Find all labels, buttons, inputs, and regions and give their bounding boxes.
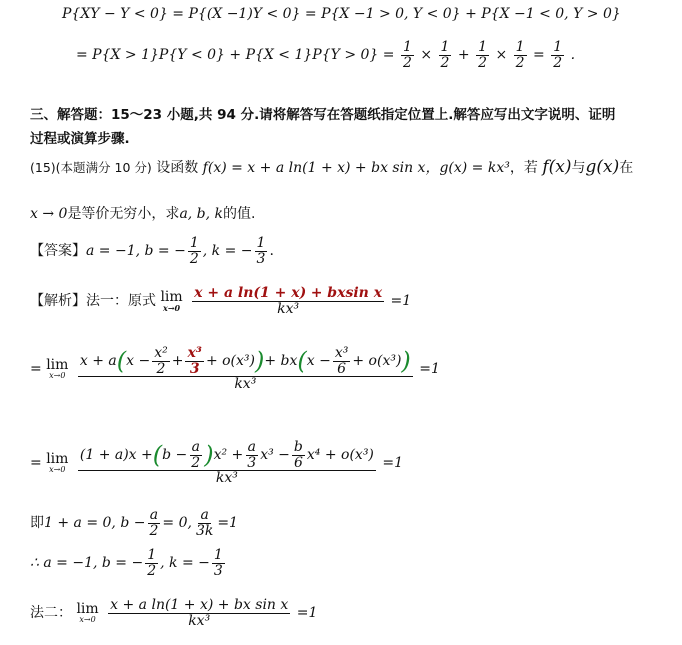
denominator: 6 — [293, 454, 303, 471]
problem-statement — [30, 157, 633, 177]
term: x² + — [213, 447, 244, 464]
denominator: kx³ — [234, 376, 257, 393]
numerator — [78, 346, 413, 377]
expansion-step-3 — [30, 440, 403, 486]
numerator: a — [247, 439, 256, 455]
lim-subscript: x→0 — [79, 615, 96, 625]
numerator — [78, 440, 376, 471]
limit-operator — [160, 290, 182, 312]
numerator-term: + bx — [310, 285, 346, 301]
conclusion-label: 即 — [30, 515, 44, 532]
denominator: 3 — [256, 250, 266, 267]
method-two-line — [30, 598, 317, 628]
limit-operator — [46, 452, 68, 474]
term: x − — [306, 353, 331, 370]
denominator: kx³ — [215, 470, 238, 487]
equation: = 0, — [162, 515, 192, 532]
equals-sign: = — [30, 455, 47, 472]
denominator: 2 — [156, 360, 166, 377]
conclusion-line-1 — [30, 508, 238, 538]
section-heading-cont: 过程或演算步骤. — [30, 131, 130, 147]
term: x − — [126, 353, 151, 370]
limit-condition: x → 0 — [30, 206, 68, 222]
fraction-x3-over-3 — [185, 346, 203, 376]
denominator: 3k — [195, 522, 214, 539]
fraction-b-over-6 — [292, 440, 305, 470]
numerator: b — [293, 439, 303, 455]
numerator: 1 — [147, 547, 157, 563]
problem-statement-cont — [30, 203, 255, 223]
fraction-one-half — [145, 548, 158, 578]
right-paren: ) — [204, 441, 214, 470]
analysis-line — [30, 286, 411, 316]
term: b − — [162, 447, 188, 464]
denominator: 3 — [189, 360, 200, 377]
term: (1 + a)x + — [79, 447, 153, 464]
lim-text: lim — [46, 357, 69, 374]
term: x³ − — [260, 447, 290, 464]
numerator: 1 — [256, 235, 266, 251]
fraction-one-half — [188, 236, 201, 266]
denominator: 2 — [478, 54, 487, 71]
numerator: 1 — [402, 39, 412, 55]
method-label: 法二： — [30, 605, 72, 622]
lim-text: lim — [76, 601, 99, 618]
lim-subscript: x→0 — [49, 465, 66, 475]
fraction-x2-over-2 — [152, 346, 170, 376]
numerator: 1 — [440, 39, 450, 55]
function-f-definition: f(x) = x + a ln(1 + x) + bx sin x — [202, 160, 426, 176]
numerator: a — [191, 439, 200, 455]
denominator: 2 — [191, 454, 201, 471]
therefore-equation: ∴ a = −1, b = − — [30, 555, 144, 572]
fraction-a-over-3k — [194, 508, 215, 538]
numerator: a — [149, 507, 159, 523]
fraction-half — [476, 40, 489, 70]
limit-fraction — [78, 346, 413, 392]
denominator: 2 — [553, 54, 563, 71]
equation-text: = P{X > 1}P{Y < 0} + P{X < 1}P{Y > 0} = — [76, 47, 395, 64]
section-heading: 三、解答题：15～23 小题,共 94 分.请将解答写在答题纸指定位置上.解答应写出文字说明、证明 — [30, 107, 616, 123]
limit-operator — [46, 358, 68, 380]
function-g-definition: ，g(x) = kx³ — [425, 160, 510, 176]
term: + o(x³) — [352, 353, 402, 370]
numerator-term: sin x — [345, 285, 383, 301]
term: + o(x³) — [205, 353, 255, 370]
fraction-a-over-3 — [245, 440, 258, 470]
numerator: 1 — [213, 547, 223, 563]
numerator: x + a ln(1 + x) + bx sin x — [110, 597, 289, 613]
equation-text: P{XY − Y < 0} = P{(X −1)Y < 0} = P{X −1 > 0, Y < 0} + P{X −1 < 0, Y > 0} — [62, 6, 621, 22]
problem-text: 在 — [619, 160, 634, 176]
right-paren: ) — [401, 347, 411, 376]
left-paren: ( — [152, 441, 163, 470]
plus-sign: + — [171, 353, 184, 370]
denominator: 3 — [213, 562, 223, 579]
answer-text: , k = − — [202, 243, 253, 260]
limit-fraction — [78, 440, 376, 486]
problem-text: ，若 — [509, 160, 538, 176]
term: x + a — [79, 353, 117, 370]
equation: , k = − — [160, 555, 210, 572]
fraction-one-third — [255, 236, 268, 266]
problem-text: 是等价无穷小，求 — [67, 206, 180, 222]
denominator: 6 — [337, 360, 347, 377]
left-paren: ( — [297, 347, 307, 376]
problem-label: (15)(本题满分 10 分) — [30, 160, 152, 175]
problem-text: 的值. — [223, 206, 256, 222]
numerator-term: (1 + x) — [253, 285, 307, 301]
period: . — [570, 47, 576, 64]
problem-text: 与 — [571, 160, 586, 176]
denominator: 3 — [247, 454, 257, 471]
expansion-step-2 — [30, 346, 440, 392]
equation: =1 — [217, 515, 238, 532]
denominator: 2 — [149, 522, 159, 539]
variables: a, b, k — [179, 206, 224, 222]
fraction-one-third — [212, 548, 225, 578]
equals-one: =1 — [296, 605, 318, 622]
times-sign: × — [495, 47, 508, 64]
answer-line — [30, 236, 274, 266]
fraction-a-over-2 — [189, 440, 202, 470]
equals-one: =1 — [390, 293, 412, 310]
analysis-label: 【解析】法一：原式 — [30, 293, 156, 310]
equals-sign: = — [30, 361, 47, 378]
equation-line-2 — [76, 40, 575, 70]
term: + bx — [264, 353, 298, 370]
numerator: a — [200, 507, 209, 523]
numerator-term: x + a ln — [194, 285, 254, 301]
answer-label: 【答案】 — [30, 243, 86, 260]
fraction-half — [439, 40, 452, 70]
g-of-x: g(x) — [585, 157, 620, 177]
times-sign: × — [420, 47, 433, 64]
limit-fraction — [192, 286, 384, 316]
conclusion-line-2 — [30, 548, 227, 578]
numerator: x³ — [334, 345, 349, 361]
numerator: 1 — [189, 235, 199, 251]
period: . — [269, 243, 274, 260]
denominator: 2 — [515, 54, 525, 71]
plus-sign: + — [457, 47, 470, 64]
denominator: 2 — [402, 54, 412, 71]
equation-line-1 — [62, 6, 621, 22]
answer-text: a = −1, b = − — [86, 243, 186, 260]
denominator: 2 — [147, 562, 157, 579]
problem-text: 设函数 — [156, 160, 199, 176]
fraction-half — [551, 40, 564, 70]
numerator — [192, 286, 384, 302]
numerator: 1 — [478, 39, 487, 55]
fraction-a-over-2 — [147, 508, 160, 538]
right-paren: ) — [254, 347, 265, 376]
denominator: kx³ — [188, 612, 211, 629]
equals-sign: = — [533, 47, 545, 64]
denominator: kx³ — [277, 300, 300, 317]
equals-one: =1 — [382, 455, 403, 472]
equals-one: =1 — [419, 361, 440, 378]
denominator: 2 — [189, 250, 199, 267]
lim-subscript: x→0 — [49, 371, 66, 381]
left-paren: ( — [116, 347, 127, 376]
limit-fraction — [108, 598, 290, 628]
fraction-x3-over-6 — [333, 346, 351, 376]
f-of-x: f(x) — [542, 157, 572, 177]
limit-operator — [76, 602, 98, 624]
numerator: 1 — [515, 39, 525, 55]
term: x⁴ + o(x³) — [306, 447, 374, 464]
fraction-half — [514, 40, 527, 70]
numerator: x² — [154, 345, 168, 361]
numerator: 1 — [553, 39, 563, 55]
lim-text: lim — [46, 451, 69, 468]
lim-subscript: x→0 — [163, 303, 181, 314]
fraction-half — [401, 40, 414, 70]
denominator: 2 — [440, 54, 450, 71]
lim-text: lim — [160, 289, 183, 306]
equation: 1 + a = 0, b − — [44, 515, 146, 532]
numerator: x³ — [187, 345, 202, 361]
